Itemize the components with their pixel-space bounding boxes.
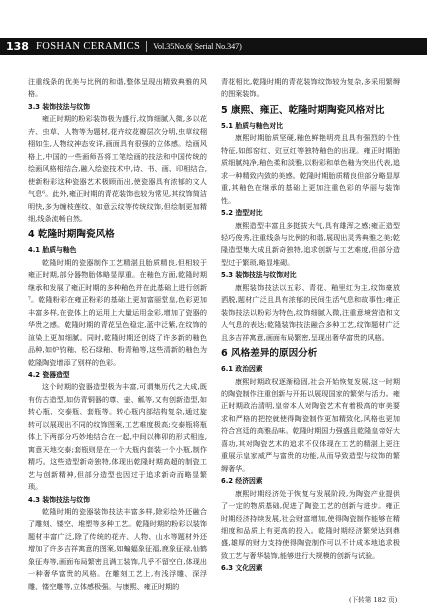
heading-6-3: 6.3 文化因素 <box>221 564 263 573</box>
heading-5-2: 5.2 造型对比 <box>221 209 263 218</box>
right-column <box>221 76 400 575</box>
paragraph-5-1: 康熙时期胎质坚硬,釉色鲜艳明亮且具有强烈的个性特征,如郎窑红、豇豆红等独特釉色的出现。雍正时期胎质细腻纯净,釉色柔和淡雅,以粉彩和单色釉为突出代表,追求一种精致内敛的美感。乾隆时期胎质精良但部分略显厚重,其釉色在继承的基础上更加注重色彩的华丽与装饰性。 <box>221 133 400 205</box>
heading-5-1: 5.1 胎质与釉色对比 <box>221 121 283 130</box>
journal-header-bar <box>0 38 427 55</box>
journal-name: FOSHAN CERAMICS <box>36 41 147 52</box>
paragraph-intro: 注重线条的优美与比例的和谐,整体呈现出精致典雅的风格。 <box>28 77 207 99</box>
paragraph-5-2: 康熙造型丰富且多挺拔大气,具有雄浑之感;雍正造型轻巧俊秀,注重线条与比例的和谐,展现出灵秀典雅之美;乾隆造型集大成且新奇独特,追求创新与工艺难度,但部分造型过于繁琐,略显堆砌。 <box>221 220 400 267</box>
heading-6-2: 6.2 经济因素 <box>221 477 263 486</box>
paragraph-3-3: 雍正时期的粉彩装饰极为盛行,纹饰细腻入微,多以花卉、虫草、人物等为题材,花卉纹花瓣层次分明,虫草纹栩栩如生,人物纹神态安详,画面具有很强的立体感。绘画风格上,中国的一些画师吾将工笔绘画的技法和中国传统的绘画风格相结合,融入绘瓷技术中,诗、书、画、印相结合,使新粉彩这种瓷器艺术极顾而出,使瓷器具有浓郁的文人气息⁶。此外,雍正时期的青花装饰也较为常见,其纹饰简洁明快,多为缠枝莲纹、如意云纹等传统纹饰,但绘制更加精细,线条流畅自然。 <box>28 114 207 223</box>
paragraph-6-2: 康熙时期经济处于恢复与发展阶段,为陶瓷产业提供了一定的物质基础,促进了陶瓷工艺的创新与进步。雍正时期经济持续发展,社会财富增加,使得陶瓷制作能够在精细度和品质上有更高的投入。乾隆时期经济繁荣达到鼎盛,雄厚的财力支持使得陶瓷制作可以不计成本地追求极致工艺与奢华装饰,能够进行大规模的创新与试验。 <box>221 488 400 560</box>
paragraph-4-1: 乾隆时期的瓷器制作工艺精湛且胎质精良,但相较于雍正时期,部分器物胎体略显厚重。在釉色方面,乾隆时期继承和发展了雍正时期的多种釉色并在此基础上进行创新⁷。乾隆粉彩在雍正粉彩的基础上更加富丽堂皇,色彩更加丰富多样,在瓷体上的运用上大量运用金彩,增加了瓷器的华贵之感。乾隆时期的青花呈色稳定,蓝中泛紫,在纹饰的渲染上更加细腻。同时,乾隆时期还创烧了许多新的釉色品种,如炉钧釉、松石绿釉、粉青釉等,这些清新的釉色为乾隆陶瓷增添了别样的色彩。 <box>28 257 207 367</box>
heading-6: 6 风格差异的原因分析 <box>221 348 318 360</box>
page-number: 138 <box>6 40 29 53</box>
heading-4: 4 乾隆时期陶瓷风格 <box>28 229 115 241</box>
heading-3-3: 3.3 装饰技法与纹饰 <box>28 102 90 111</box>
paragraph-5-3: 康熙装饰技法以五彩、青花、釉里红为主,纹饰豪放洒脱,题材广泛且具有浓郁的民间生活气息和故事性;雍正装饰技法以粉彩为特色,纹饰细腻入微,注重意境营造和文人气息的表达;乾隆装饰技法融合多种工艺,纹饰题材广泛且多吉祥寓意,画面布局繁密,呈现出奢华富贵的风格。 <box>221 282 400 342</box>
issue-info: Vol.35No.6( Serial No.347) <box>153 42 242 51</box>
heading-6-1: 6.1 政治因素 <box>221 365 263 374</box>
paragraph-6-1: 康熙时期政权逐渐稳固,社会开始恢复发展,这一时期的陶瓷制作注重创新与开拓以展现国家的繁荣与活力。雍正时期政治清明,皇帝本人对陶瓷艺术有着极高的审美要求和严格的把控就使得陶瓷制作更加精致化,风格也更加符合宫廷的高雅品味。乾隆时期国力强盛且乾隆皇帝好大喜功,其对陶瓷艺术的追求不仅体现在工艺的精湛上更注重展示皇家威严与富贵的功能,从而导致造型与纹饰的繁缛奢华。 <box>221 376 400 473</box>
left-column <box>28 76 207 593</box>
paragraph-4-3: 乾隆时期的瓷器装饰技法丰富多样,除彩绘外还融合了雕刻、镂空、堆塑等多种工艺。乾隆时期的粉彩以装饰题材丰富广泛,除了传统的花卉、人物、山水等题材外还增加了许多吉祥寓意的图案,如蝙蝠象征福,鹿象征禄,仙鹤象征寿等,画面布局繁密且满工装饰,几乎不留空白,体现出一种奢华富贵的风格。在雕刻工艺上,有浅浮雕、深浮雕、镂空雕等,立体感极强。与康熙、雍正时期的 <box>28 506 207 591</box>
continued-on-page-note: (下转第 182 页) <box>349 596 398 604</box>
heading-5-3: 5.3 装饰技法与纹饰对比 <box>221 271 297 280</box>
heading-4-3: 4.3 装饰技法与纹饰 <box>28 495 90 504</box>
page-header <box>0 0 427 56</box>
heading-4-1: 4.1 胎质与釉色 <box>28 246 77 255</box>
paragraph-4-2: 这个时期的瓷器造型极为丰富,可谓集历代之大成,既有仿古造型,如仿青铜器的尊、壶、觚等,又有创新造型,如转心瓶、交泰瓶、套瓶等。转心瓶内部结构复杂,通过旋转可以展现出不同的纹饰图案,工艺难度极高;交泰瓶将瓶体上下两部分巧妙地结合在一起,中间以榫卯的形式相连,寓意天地交泰;套瓶则是在一个大瓶内套装一个小瓶,制作精巧。这些造型新奇独特,体现出乾隆时期高超的制瓷工艺与创新精神,但部分造型也因过于追求新奇而略显繁琐。 <box>28 382 207 492</box>
paragraph-continued: 青花相比,乾隆时期的青花装饰纹饰较为复杂,多采用繁缛的图案装饰。 <box>221 77 400 99</box>
heading-4-2: 4.2 瓷器造型 <box>28 370 70 379</box>
heading-5: 5 康熙、雍正、乾隆时期陶瓷风格对比 <box>221 104 385 116</box>
